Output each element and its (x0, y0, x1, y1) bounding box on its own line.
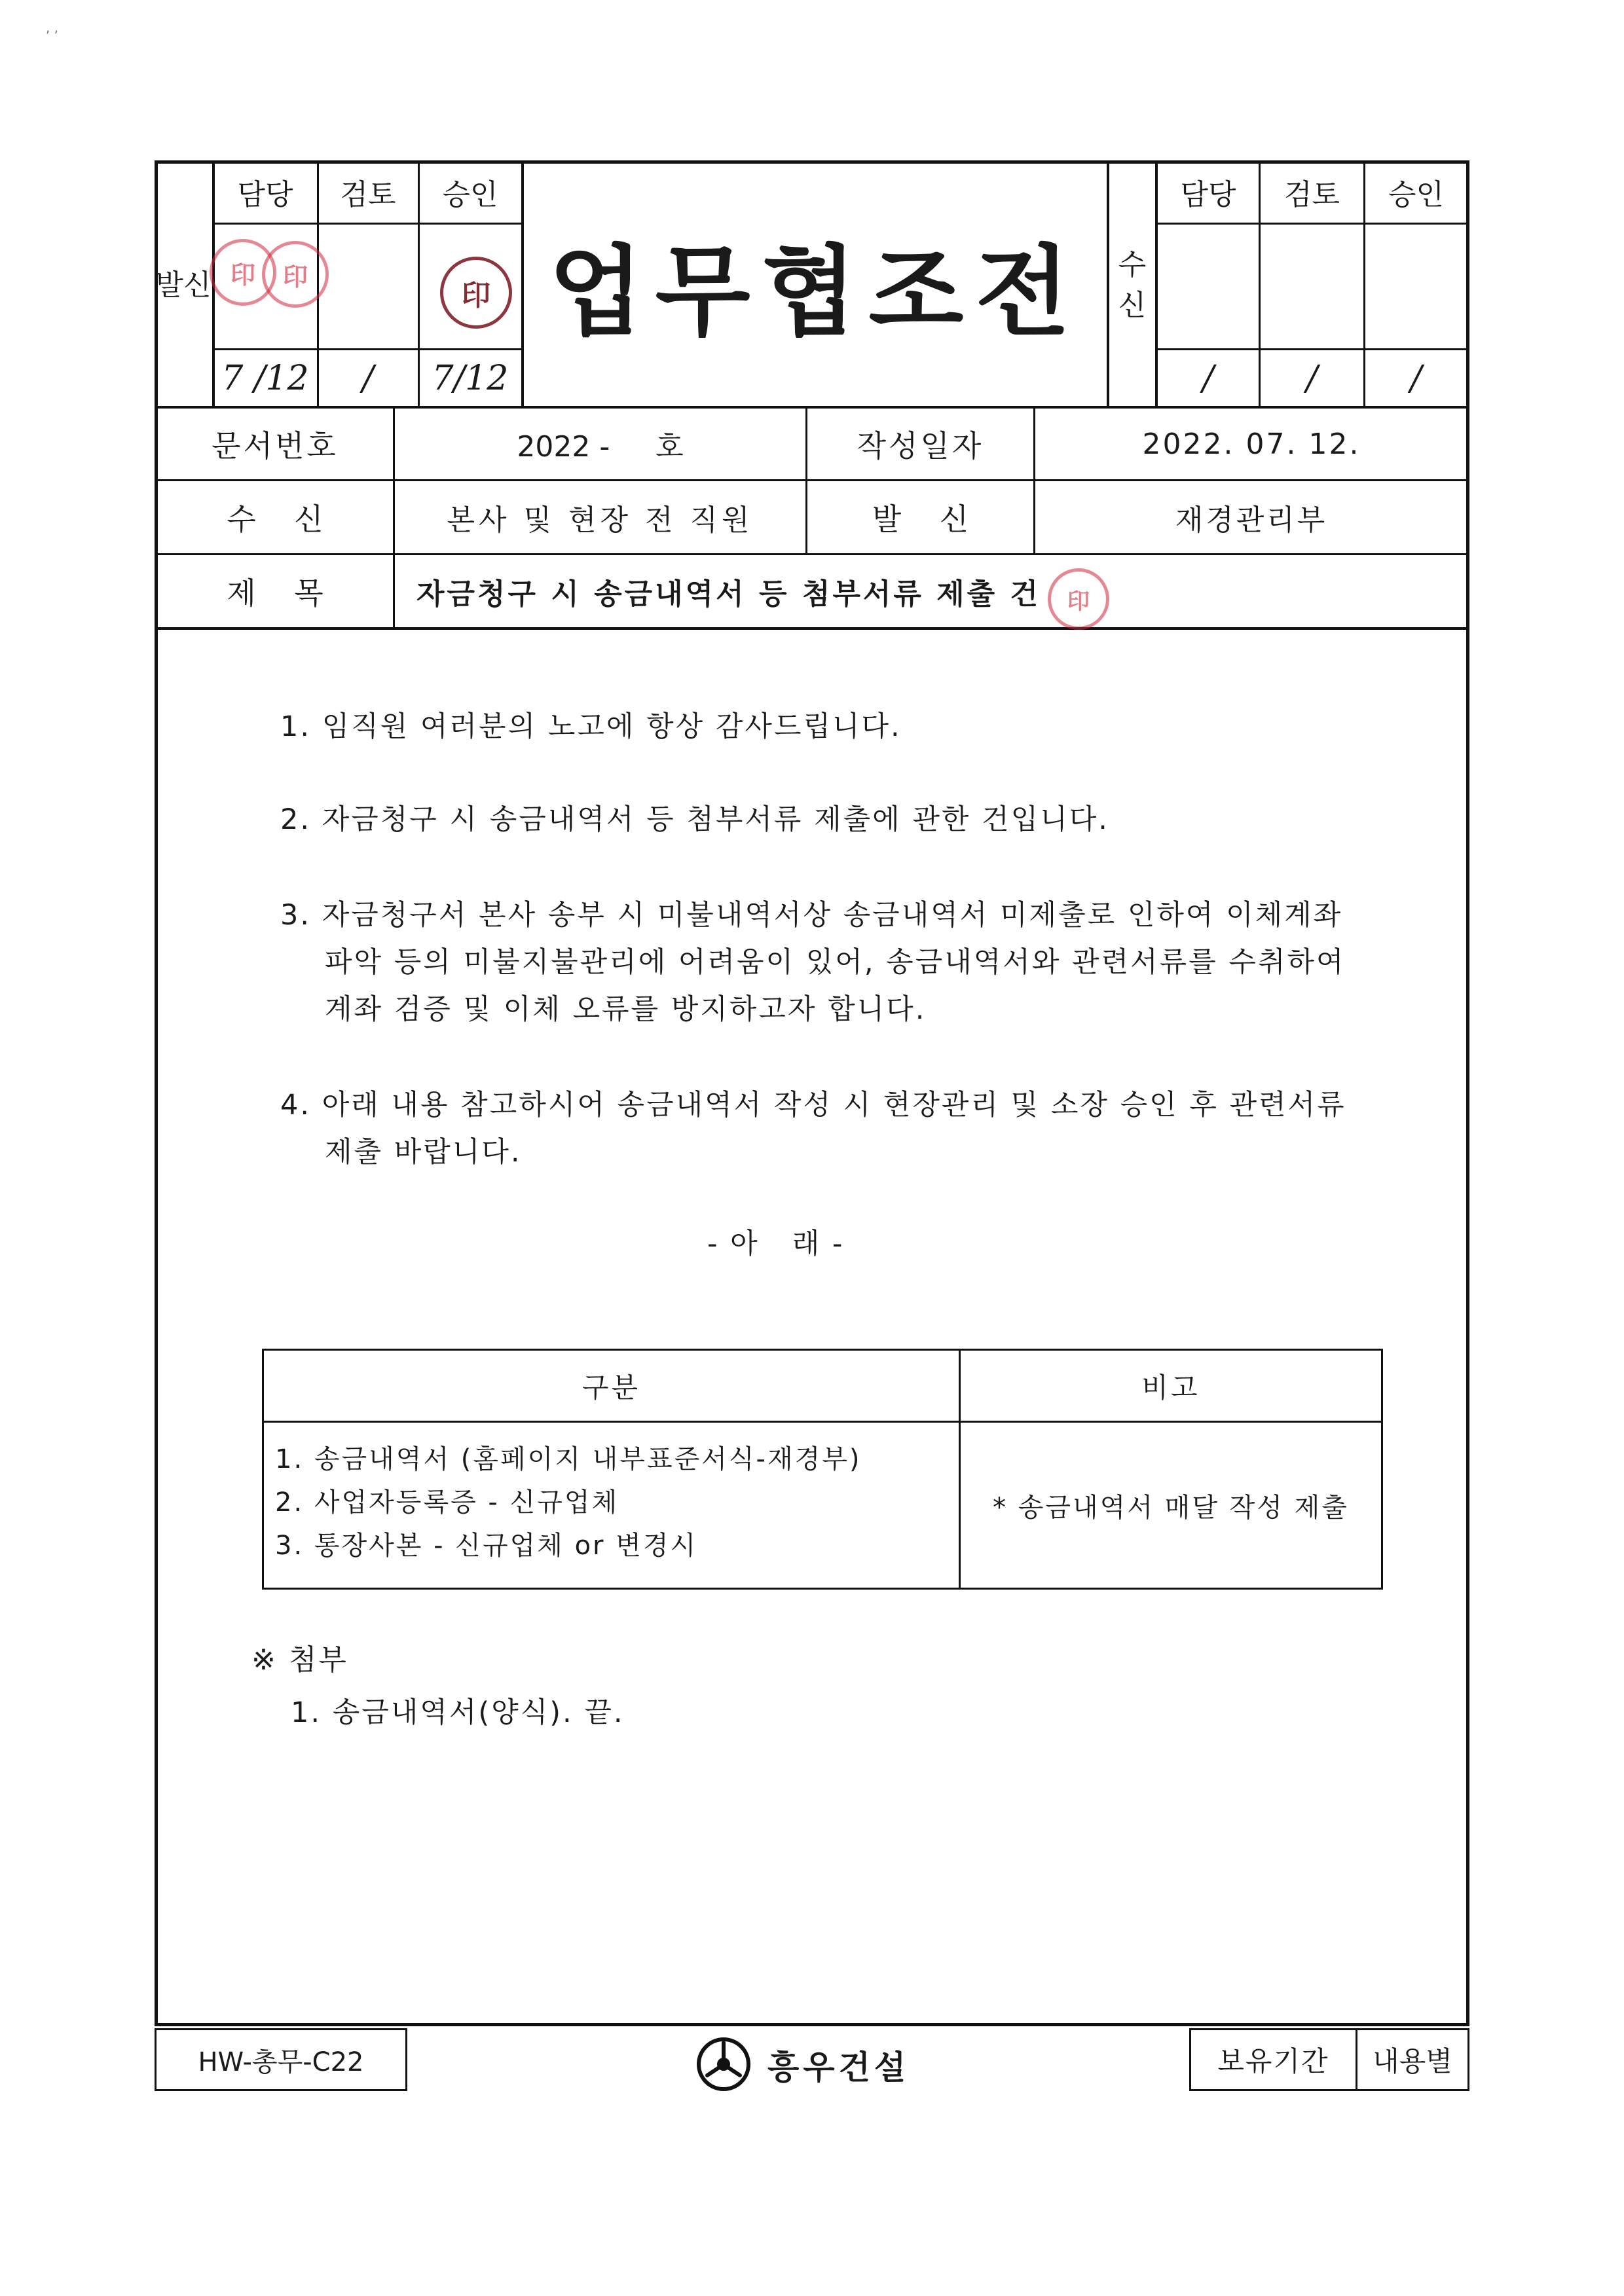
sender-date-charge: 7 /12 (221, 358, 309, 398)
receiver-label: 수신 (1118, 248, 1147, 322)
retention-value: 내용별 (1373, 2045, 1452, 2077)
receiver-date-approve: / (1410, 358, 1422, 398)
attachment-item: 1. 송금내역서(양식). 끝. (291, 1696, 625, 1729)
sender-date-review: / (362, 358, 374, 398)
sender-dept-value: 재경관리부 (1175, 503, 1328, 537)
table-item: 3. 통장사본 - 신규업체 or 변경시 (275, 1531, 698, 1561)
paragraph-3-line-2: 파악 등의 미불지불관리에 어려움이 있어, 송금내역서와 관련서류를 수취하여 (325, 946, 1346, 979)
table-note-value: * 송금내역서 매달 작성 제출 (993, 1492, 1349, 1523)
table-header-category: 구분 (581, 1371, 641, 1404)
table-item: 2. 사업자등록증 - 신규업체 (275, 1487, 619, 1518)
recipient-label: 수 신 (227, 501, 323, 537)
receiver-col-review: 검토 (1283, 177, 1340, 211)
sender-dept-label: 발 신 (872, 501, 969, 537)
table-item: 1. 송금내역서 (홈페이지 내부표준서식-재경부) (275, 1444, 862, 1474)
receiver-date-charge: / (1202, 358, 1214, 398)
receiver-col-charge: 담당 (1180, 177, 1236, 211)
doc-no-value: 2022 - 호 (517, 430, 684, 464)
subject-seal-stamp: 印 (1048, 568, 1109, 630)
paragraph-4-line-1: 4. 아래 내용 참고하시어 송금내역서 작성 시 현장관리 및 소장 승인 후 관련서류 (280, 1089, 1346, 1121)
doc-no-label: 문서번호 (212, 428, 339, 464)
sender-label: 발신 (155, 268, 212, 302)
approval-seal-stamp: 印 (440, 257, 512, 329)
sender-col-approve: 승인 (442, 177, 498, 211)
sender-col-review: 검토 (340, 177, 396, 211)
subject-value: 자금청구 시 송금내역서 등 첨부서류 제출 건 (416, 577, 1041, 611)
table-header-note: 비고 (1141, 1371, 1200, 1404)
date-label: 작성일자 (857, 428, 984, 464)
date-value: 2022. 07. 12. (1142, 427, 1361, 461)
scan-marks: , , (46, 20, 59, 35)
subject-label: 제 목 (227, 575, 323, 611)
recipient-value: 본사 및 현장 전 직원 (447, 503, 754, 537)
receiver-col-approve: 승인 (1388, 177, 1444, 211)
below-heading: - 아 래 - (707, 1228, 845, 1260)
paragraph-1: 1. 임직원 여러분의 노고에 항상 감사드립니다. (280, 710, 902, 743)
sender-date-approve: 7/12 (432, 358, 509, 398)
paragraph-2: 2. 자금청구 시 송금내역서 등 첨부서류 제출에 관한 건입니다. (280, 803, 1109, 836)
company-name: 흥우건설 (767, 2049, 910, 2086)
paragraph-3-line-1: 3. 자금청구서 본사 송부 시 미불내역서상 송금내역서 미제출로 인하여 이체계좌 (280, 899, 1343, 932)
paragraph-3-line-3: 계좌 검증 및 이체 오류를 방지하고자 합니다. (325, 993, 927, 1026)
sender-col-charge: 담당 (237, 177, 293, 211)
form-code: HW-총무-C22 (198, 2047, 364, 2077)
attachment-label: ※ 첨부 (251, 1643, 348, 1677)
page-title: 업무협조전 (548, 235, 1082, 350)
charge-seal-stamp: 印 (210, 239, 276, 306)
receiver-date-review: / (1306, 358, 1318, 398)
retention-label: 보유기간 (1217, 2045, 1329, 2077)
table-item-list (275, 1438, 861, 1567)
charge-seal-stamp-2: 印 (262, 241, 329, 308)
paragraph-4-line-2: 제출 바랍니다. (325, 1136, 522, 1169)
company-logo-icon (694, 2035, 753, 2094)
